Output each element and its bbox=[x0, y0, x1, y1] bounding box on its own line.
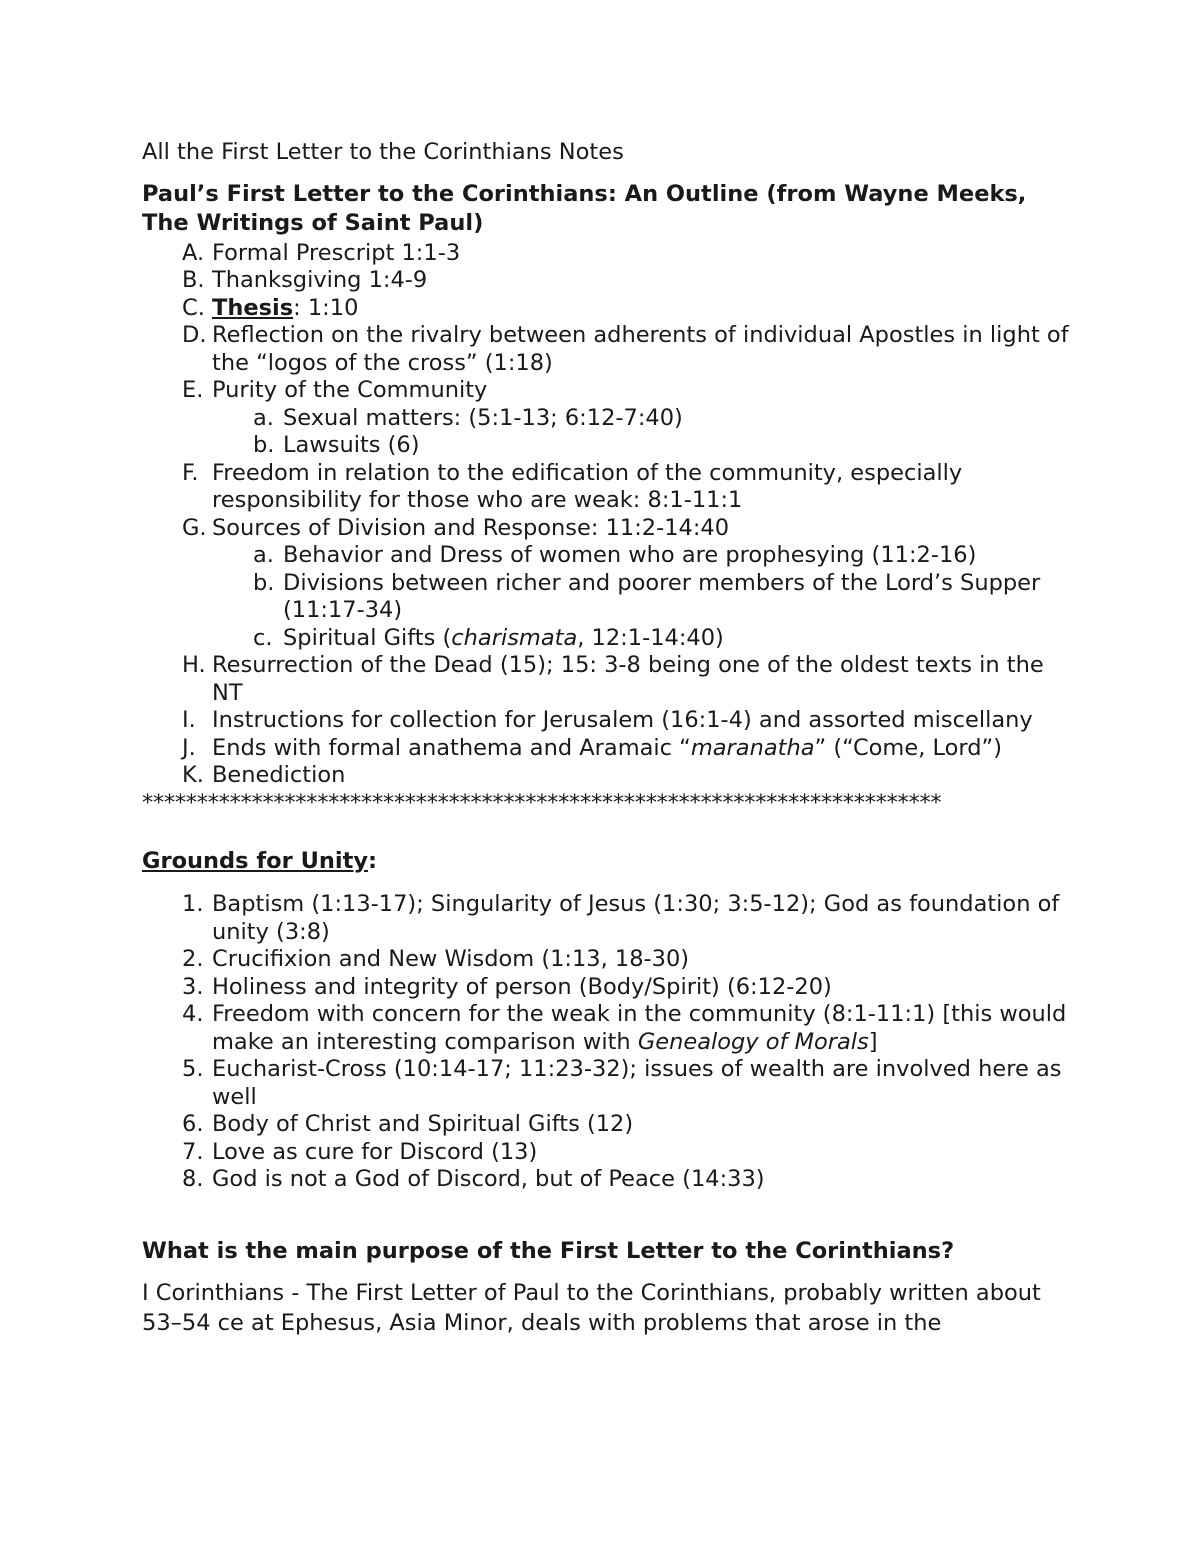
text-segment: Ends with formal anathema and Aramaic “ bbox=[212, 734, 691, 761]
list-marker: 1. bbox=[182, 891, 204, 917]
text-segment: ] bbox=[868, 1028, 878, 1055]
unity-item bbox=[142, 891, 1072, 946]
outline-item-text bbox=[212, 735, 1072, 763]
outline-subitem bbox=[142, 570, 1072, 625]
list-marker: C. bbox=[182, 294, 205, 321]
list-marker: 3. bbox=[182, 973, 204, 1000]
unity-heading-text: Grounds for Unity bbox=[142, 848, 368, 874]
unity-item bbox=[142, 1139, 1072, 1167]
unity-item-text: Crucifixion and New Wisdom (1:13, 18-30) bbox=[212, 946, 690, 972]
outline-subitem bbox=[142, 405, 1072, 433]
unity-item bbox=[142, 1111, 1072, 1139]
list-marker: I. bbox=[182, 707, 196, 733]
unity-item-text: Baptism (1:13-17); Singularity of Jesus (1:30; 3:5-12); God as foundation of unity (3:8) bbox=[212, 891, 1060, 945]
unity-item bbox=[142, 946, 1072, 974]
thesis-ref: : 1:10 bbox=[293, 294, 359, 321]
list-marker: B. bbox=[182, 267, 205, 293]
italic-term: Genealogy of Morals bbox=[637, 1028, 869, 1055]
purpose-heading: What is the main purpose of the First Letter to the Corinthians? bbox=[142, 1237, 955, 1264]
outline-item bbox=[142, 515, 1072, 543]
outline-item bbox=[142, 652, 1072, 707]
outline-subitem-text: Sexual matters: (5:1-13; 6:12-7:40) bbox=[283, 404, 683, 431]
unity-heading bbox=[142, 847, 1072, 876]
italic-term: maranatha bbox=[690, 734, 815, 761]
text-segment: ” (“Come, Lord”) bbox=[814, 734, 1002, 761]
list-marker: b. bbox=[253, 432, 275, 458]
text-segment: Freedom with concern for the weak in the community (8:1-11:1) [this would make an interesting comparison with bbox=[212, 1001, 1067, 1055]
outline-item-text: Sources of Division and Response: 11:2-14:40 bbox=[212, 514, 730, 541]
list-marker: J. bbox=[182, 734, 196, 761]
list-marker: 6. bbox=[182, 1111, 204, 1137]
unity-item-text: Body of Christ and Spiritual Gifts (12) bbox=[212, 1111, 634, 1137]
list-marker: 2. bbox=[182, 946, 204, 972]
outline-subitem-text: Behavior and Dress of women who are prophesying (11:2-16) bbox=[283, 542, 977, 568]
outline-item-text: Instructions for collection for Jerusalem (16:1-4) and assorted miscellany bbox=[212, 707, 1033, 733]
unity-item bbox=[142, 1166, 1072, 1194]
outline-subitem bbox=[142, 625, 1072, 653]
outline-item-text: Thanksgiving 1:4-9 bbox=[212, 267, 428, 293]
unity-heading-colon: : bbox=[368, 848, 377, 874]
unity-list bbox=[142, 891, 1072, 1194]
unity-item-text: Love as cure for Discord (13) bbox=[212, 1138, 538, 1165]
list-marker: 7. bbox=[182, 1138, 204, 1165]
purpose-paragraph: I Corinthians - The First Letter of Paul to the Corinthians, probably written about 53–54 ce at Ephesus, Asia Minor, deals with problems that arose in the bbox=[142, 1279, 1041, 1336]
outline-item bbox=[142, 295, 1072, 323]
outline-item-text: Purity of the Community bbox=[212, 377, 488, 403]
outline-item-text: Freedom in relation to the edification of the community, especially responsibility for those who are weak: 8:1-11:1 bbox=[212, 459, 963, 513]
outline-item bbox=[142, 267, 1072, 295]
list-marker: a. bbox=[253, 542, 274, 568]
outline-item-text: Formal Prescript 1:1-3 bbox=[212, 239, 461, 266]
outline-subitem-text: Divisions between richer and poorer members of the Lord’s Supper (11:17-34) bbox=[283, 569, 1041, 623]
list-marker: A. bbox=[182, 239, 205, 266]
outline-item bbox=[142, 735, 1072, 763]
outline-subitem bbox=[142, 432, 1072, 460]
list-marker: a. bbox=[253, 404, 274, 431]
unity-item bbox=[142, 1001, 1072, 1056]
list-marker: 8. bbox=[182, 1166, 204, 1192]
outline-item bbox=[142, 460, 1072, 515]
outline-item-text: Benediction bbox=[212, 762, 346, 788]
unity-item-text bbox=[212, 1001, 1072, 1056]
list-marker: G. bbox=[182, 514, 207, 541]
text-segment: Spiritual Gifts ( bbox=[283, 624, 452, 651]
outline-subitem bbox=[142, 542, 1072, 570]
outline-item-text bbox=[212, 295, 1072, 323]
list-marker: H. bbox=[182, 652, 206, 678]
document-body bbox=[142, 139, 1072, 1338]
list-marker: 5. bbox=[182, 1056, 204, 1082]
list-marker: b. bbox=[253, 569, 275, 596]
italic-term: charismata bbox=[451, 624, 578, 651]
outline-heading: Paul’s First Letter to the Corinthians: An Outline (from Wayne Meeks, The Writings of Saint Paul) bbox=[142, 180, 1027, 236]
outline-item bbox=[142, 322, 1072, 377]
unity-item bbox=[142, 1056, 1072, 1111]
outline-list bbox=[142, 240, 1072, 790]
list-marker: D. bbox=[182, 322, 207, 348]
list-marker: F. bbox=[182, 459, 199, 486]
thesis-label: Thesis bbox=[212, 294, 294, 321]
unity-item-text: Holiness and integrity of person (Body/Spirit) (6:12-20) bbox=[212, 973, 832, 1000]
text-segment: , 12:1-14:40) bbox=[577, 624, 724, 651]
outline-subitem-text bbox=[283, 625, 1072, 653]
outline-item bbox=[142, 240, 1072, 268]
outline-item bbox=[142, 707, 1072, 735]
outline-item-text: Reflection on the rivalry between adherents of individual Apostles in light of the “logos of the cross” (1:18) bbox=[212, 322, 1069, 376]
unity-item-text: Eucharist-Cross (10:14-17; 11:23-32); issues of wealth are involved here as well bbox=[212, 1056, 1062, 1110]
list-marker: c. bbox=[253, 624, 273, 651]
list-marker: E. bbox=[182, 377, 204, 403]
list-marker: 4. bbox=[182, 1001, 204, 1027]
outline-subitem-text: Lawsuits (6) bbox=[283, 432, 420, 458]
separator-line: ************************************************************************* bbox=[142, 789, 942, 816]
unity-item-text: God is not a God of Discord, but of Peace (14:33) bbox=[212, 1166, 765, 1192]
list-marker: K. bbox=[182, 762, 204, 788]
document-title: All the First Letter to the Corinthians Notes bbox=[142, 139, 624, 165]
outline-item-text: Resurrection of the Dead (15); 15: 3-8 being one of the oldest texts in the NT bbox=[212, 652, 1044, 706]
unity-item bbox=[142, 974, 1072, 1002]
outline-item bbox=[142, 377, 1072, 405]
outline-item bbox=[142, 762, 1072, 790]
